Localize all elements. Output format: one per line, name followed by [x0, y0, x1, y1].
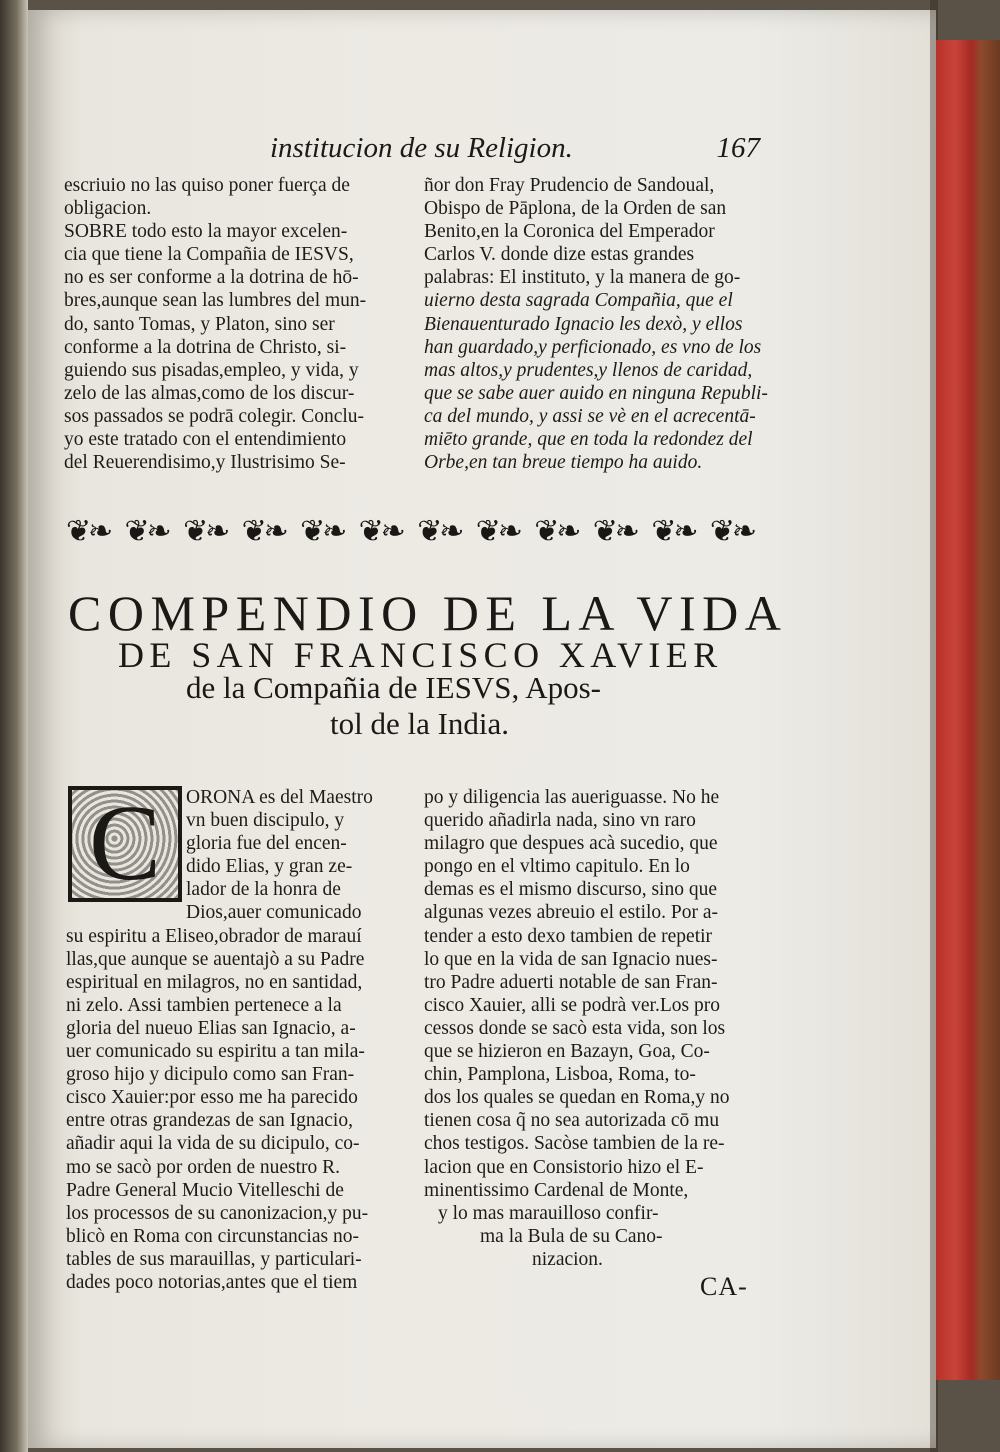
- text-line: no es ser conforme a la dotrina de hō-: [64, 267, 359, 289]
- text-line: vn buen discipulo, y: [186, 810, 345, 832]
- quote-line: Bienauenturado Ignacio les dexò, y ellos: [424, 313, 743, 335]
- text-line: su espiritu a Eliseo,obrador de marauí: [66, 925, 362, 947]
- quote-line: han guardado,y perficionado, es vno de los: [424, 336, 762, 358]
- fleuron-icon: [242, 520, 288, 550]
- fleuron-icon: [183, 520, 229, 550]
- page-number: 167: [716, 132, 760, 164]
- text-line: zelo de las almas,como de los discur-: [64, 382, 355, 404]
- fleuron-icon: [593, 520, 639, 550]
- text-line: chos testigos. Sacòse tambien de la re-: [424, 1133, 725, 1155]
- text-line: blicò en Roma con circunstancias no-: [66, 1225, 359, 1247]
- text-line: lacion que en Consistorio hizo el E-: [424, 1156, 704, 1178]
- bottom-right-column: [424, 786, 760, 1271]
- text-line: Obispo de Pāplona, de la Orden de san: [424, 198, 727, 220]
- fleuron-icon: [300, 520, 346, 550]
- quote-line: ca del mundo, y assi se vè en el acrecentā-: [424, 405, 756, 427]
- text-line: tender a esto dexo tambien de repetir: [424, 925, 713, 947]
- text-line: Benito,en la Coronica del Emperador: [424, 221, 715, 243]
- text-line: tables de sus marauillas, y particulari-: [66, 1248, 362, 1270]
- catchword: CA-: [700, 1272, 748, 1301]
- chapter-title-line-1: COMPENDIO DE LA VIDA: [68, 585, 788, 641]
- text-line: espiritual en milagros, no en santidad,: [66, 971, 363, 993]
- text-line: cia que tiene la Compañia de IESVS,: [64, 244, 354, 266]
- quote-line: Orbe,en tan breue tiempo ha auido.: [424, 452, 703, 474]
- text-line: dos los quales se quedan en Roma,y no: [424, 1087, 730, 1109]
- text-line: que se hizieron en Bazayn, Goa, Co-: [424, 1041, 710, 1063]
- fleuron-icon: [651, 520, 697, 550]
- text-line: sos passados se podrā colegir. Conclu-: [64, 405, 365, 427]
- text-line: po y diligencia las aueriguasse. No he: [424, 787, 720, 808]
- text-line: uer comunicado su espiritu a tan mila-: [66, 1041, 365, 1063]
- printers-ornament-band: [66, 515, 756, 555]
- top-right-column: [424, 174, 768, 474]
- chapter-title-line-2: DE SAN FRANCISCO XAVIER: [118, 635, 723, 675]
- text-line: ma la Bula de su Cano-: [480, 1225, 663, 1247]
- text-line: tro Padre aduerti notable de san Fran-: [424, 971, 718, 993]
- page-gutter-edge: [0, 0, 28, 1452]
- text-line: querido añadirla nada, sino vn raro: [424, 810, 696, 832]
- text-line: pongo en el vltimo capitulo. En lo: [424, 856, 690, 878]
- text-line: y lo mas marauilloso confir-: [438, 1202, 659, 1224]
- text-line: SOBRE todo esto la mayor excelen-: [64, 221, 348, 243]
- text-line: obligacion.: [64, 198, 152, 220]
- text-line: cessos donde se sacò esta vida, son los: [424, 1017, 726, 1039]
- text-line: ORONA es del Maestro: [186, 787, 373, 808]
- text-line: milagro que despues acà sucedio, que: [424, 833, 718, 855]
- text-line: nizacion.: [532, 1248, 603, 1270]
- quote-line: uierno desta sagrada Compañia, que el: [424, 290, 733, 312]
- text-line: mo se sacò por orden de nuestro R.: [66, 1156, 341, 1178]
- text-line: ñor don Fray Prudencio de Sandoual,: [424, 175, 715, 196]
- running-head: [270, 132, 760, 170]
- text-line: Carlos V. donde dize estas grandes: [424, 244, 695, 266]
- text-line: los processos de su canonizacion,y pu-: [66, 1202, 369, 1224]
- text-line: bres,aunque sean las lumbres del mun-: [64, 290, 367, 312]
- fleuron-icon: [476, 520, 522, 550]
- text-line: lador de la honra de: [186, 879, 341, 901]
- fleuron-icon: [359, 520, 405, 550]
- text-line: escriuio no las quiso poner fuerça de: [64, 175, 350, 196]
- text-line: ni zelo. Assi tambien pertenece a la: [66, 994, 342, 1016]
- text-line: gloria fue del encen-: [186, 833, 347, 855]
- fleuron-icon: [710, 520, 756, 550]
- text-line: entre otras grandezas de san Ignacio,: [66, 1110, 353, 1132]
- fleuron-icon: [66, 520, 112, 550]
- text-line: Padre General Mucio Vitelleschi de: [66, 1179, 344, 1201]
- chapter-title-line-3: de la Compañia de IESVS, Apos-: [186, 670, 602, 705]
- text-line: do, santo Tomas, y Platon, sino ser: [64, 313, 335, 335]
- quote-line: que se sabe auer auido en ninguna Republi-: [424, 382, 768, 404]
- text-line: yo este tratado con el entendimiento: [64, 429, 347, 451]
- text-line: conforme a la dotrina de Christo, si-: [64, 336, 347, 358]
- fleuron-icon: [534, 520, 580, 550]
- initial-letter: C: [72, 790, 178, 898]
- text-line: algunas vezes abreuio el estilo. Por a-: [424, 902, 719, 924]
- text-line: Dios,auer comunicado: [186, 902, 362, 924]
- text-line: dades poco notorias,antes que el tiem: [66, 1271, 358, 1293]
- book-cover-edge: [936, 40, 1000, 1380]
- text-line: groso hijo y dicipulo como san Fran-: [66, 1064, 355, 1086]
- quote-line: mas altos,y prudentes,y llenos de caridad,: [424, 359, 753, 381]
- text-line: tienen cosa q̃ no sea autorizada cō mu: [424, 1110, 720, 1132]
- top-left-column: [64, 174, 402, 474]
- chapter-title-line-4: tol de la India.: [330, 706, 510, 741]
- bottom-left-column: [66, 786, 400, 1294]
- fleuron-icon: [125, 520, 171, 550]
- text-line: añadir aqui la vida de su dicipulo, co-: [66, 1133, 360, 1155]
- running-head-title: institucion de su Religion.: [270, 132, 573, 164]
- text-line: chin, Pamplona, Lisboa, Roma, to-: [424, 1064, 696, 1086]
- text-line: llas,que aunque se auentajò a su Padre: [66, 948, 365, 970]
- text-line: cisco Xauier:por esso me ha parecido: [66, 1087, 358, 1109]
- text-line: dido Elias, y gran ze-: [186, 856, 353, 878]
- text-line: cisco Xauier, alli se podrà ver.Los pro: [424, 994, 720, 1016]
- text-line: lo que en la vida de san Ignacio nues-: [424, 948, 718, 970]
- text-line: guiendo sus pisadas,empleo, y vida, y: [64, 359, 359, 381]
- text-line: del Reuerendisimo,y Ilustrisimo Se-: [64, 452, 346, 474]
- text-line: minentissimo Cardenal de Monte,: [424, 1179, 689, 1201]
- text-line: demas es el mismo discurso, sino que: [424, 879, 718, 901]
- text-line: gloria del nueuo Elias san Ignacio, a-: [66, 1017, 356, 1039]
- text-line: palabras: El instituto, y la manera de go-: [424, 267, 741, 289]
- fleuron-icon: [417, 520, 463, 550]
- quote-line: miēto grande, que en toda la redondez del: [424, 429, 753, 451]
